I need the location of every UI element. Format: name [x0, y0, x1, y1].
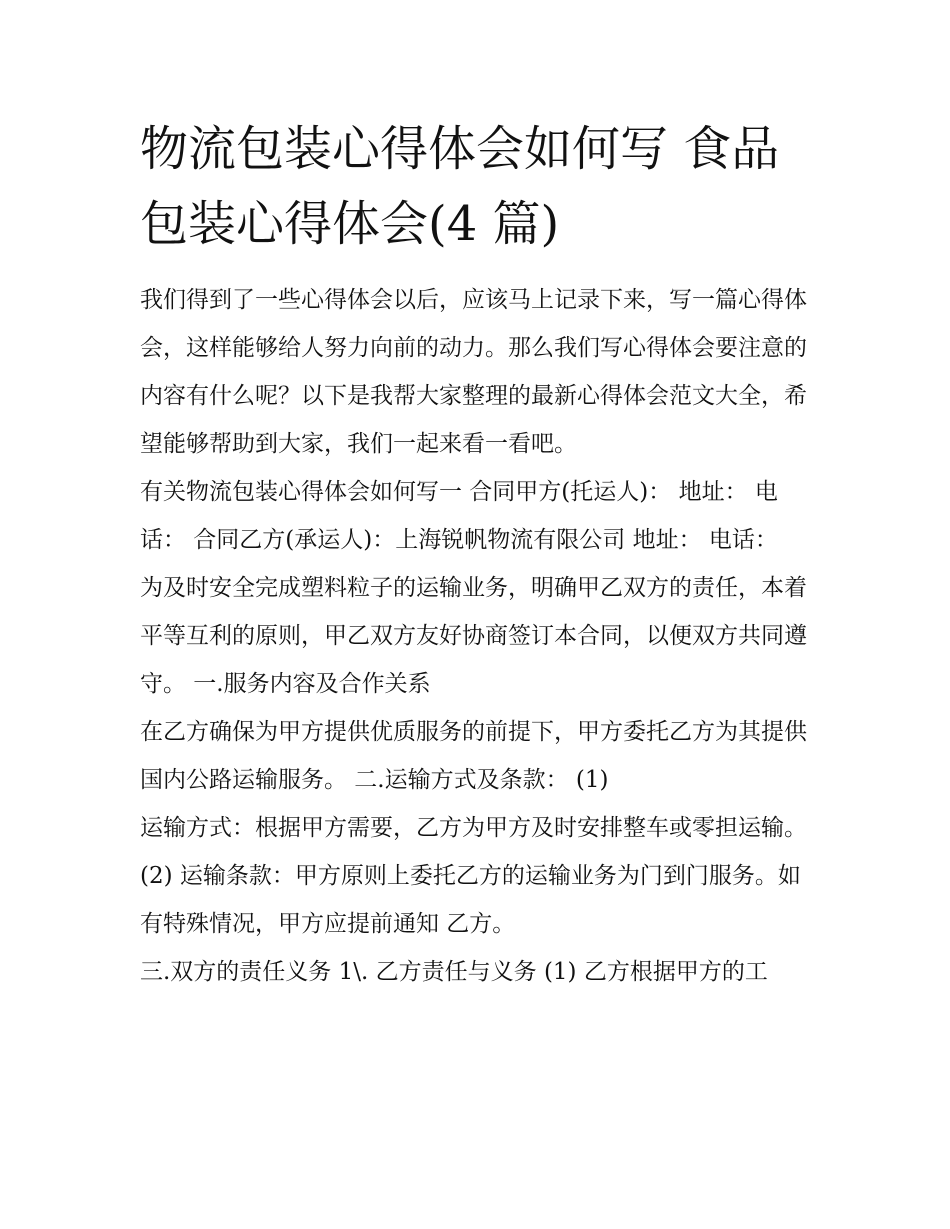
document-title — [140, 112, 810, 262]
paragraph-contract-parties: 有关物流包装心得体会如何写一 合同甲方(托运人)： 地址： 电话： 合同乙方(承运人)：上海锐帆物流有限公司 地址： 电话： — [140, 479, 778, 553]
paragraph-service-scope: 在乙方确保为甲方提供优质服务的前提下，甲方委托乙方为其提供国内公路运输服务。 二.运输方式及条款： (1) — [140, 719, 807, 793]
title-line-1: 物流包装心得体会如何写 食品 — [140, 121, 780, 177]
paragraph-responsibilities: 三.双方的责任义务 1\. 乙方责任与义务 (1) 乙方根据甲方的工 — [140, 959, 768, 985]
paragraph-purpose: 为及时安全完成塑料粒子的运输业务，明确甲乙双方的责任，本着平等互利的原则，甲乙双方友好协商签订本合同，以便双方共同遵守。 一.服务内容及合作关系 — [140, 575, 807, 697]
paragraph-intro: 我们得到了一些心得体会以后，应该马上记录下来，写一篇心得体会，这样能够给人努力向前的动力。那么我们写心得体会要注意的内容有什么呢？以下是我帮大家整理的最新心得体会范文大全，希望能够帮助到大家，我们一起来看一看吧。 — [140, 287, 807, 457]
title-line-2: 包装心得体会(4 篇) — [140, 196, 560, 252]
paragraph-transport-terms: 运输方式：根据甲方需要，乙方为甲方及时安排整车或零担运输。 (2) 运输条款：甲方原则上委托乙方的运输业务为门到门服务。如有特殊情况，甲方应提前通知 乙方。 — [140, 815, 807, 937]
